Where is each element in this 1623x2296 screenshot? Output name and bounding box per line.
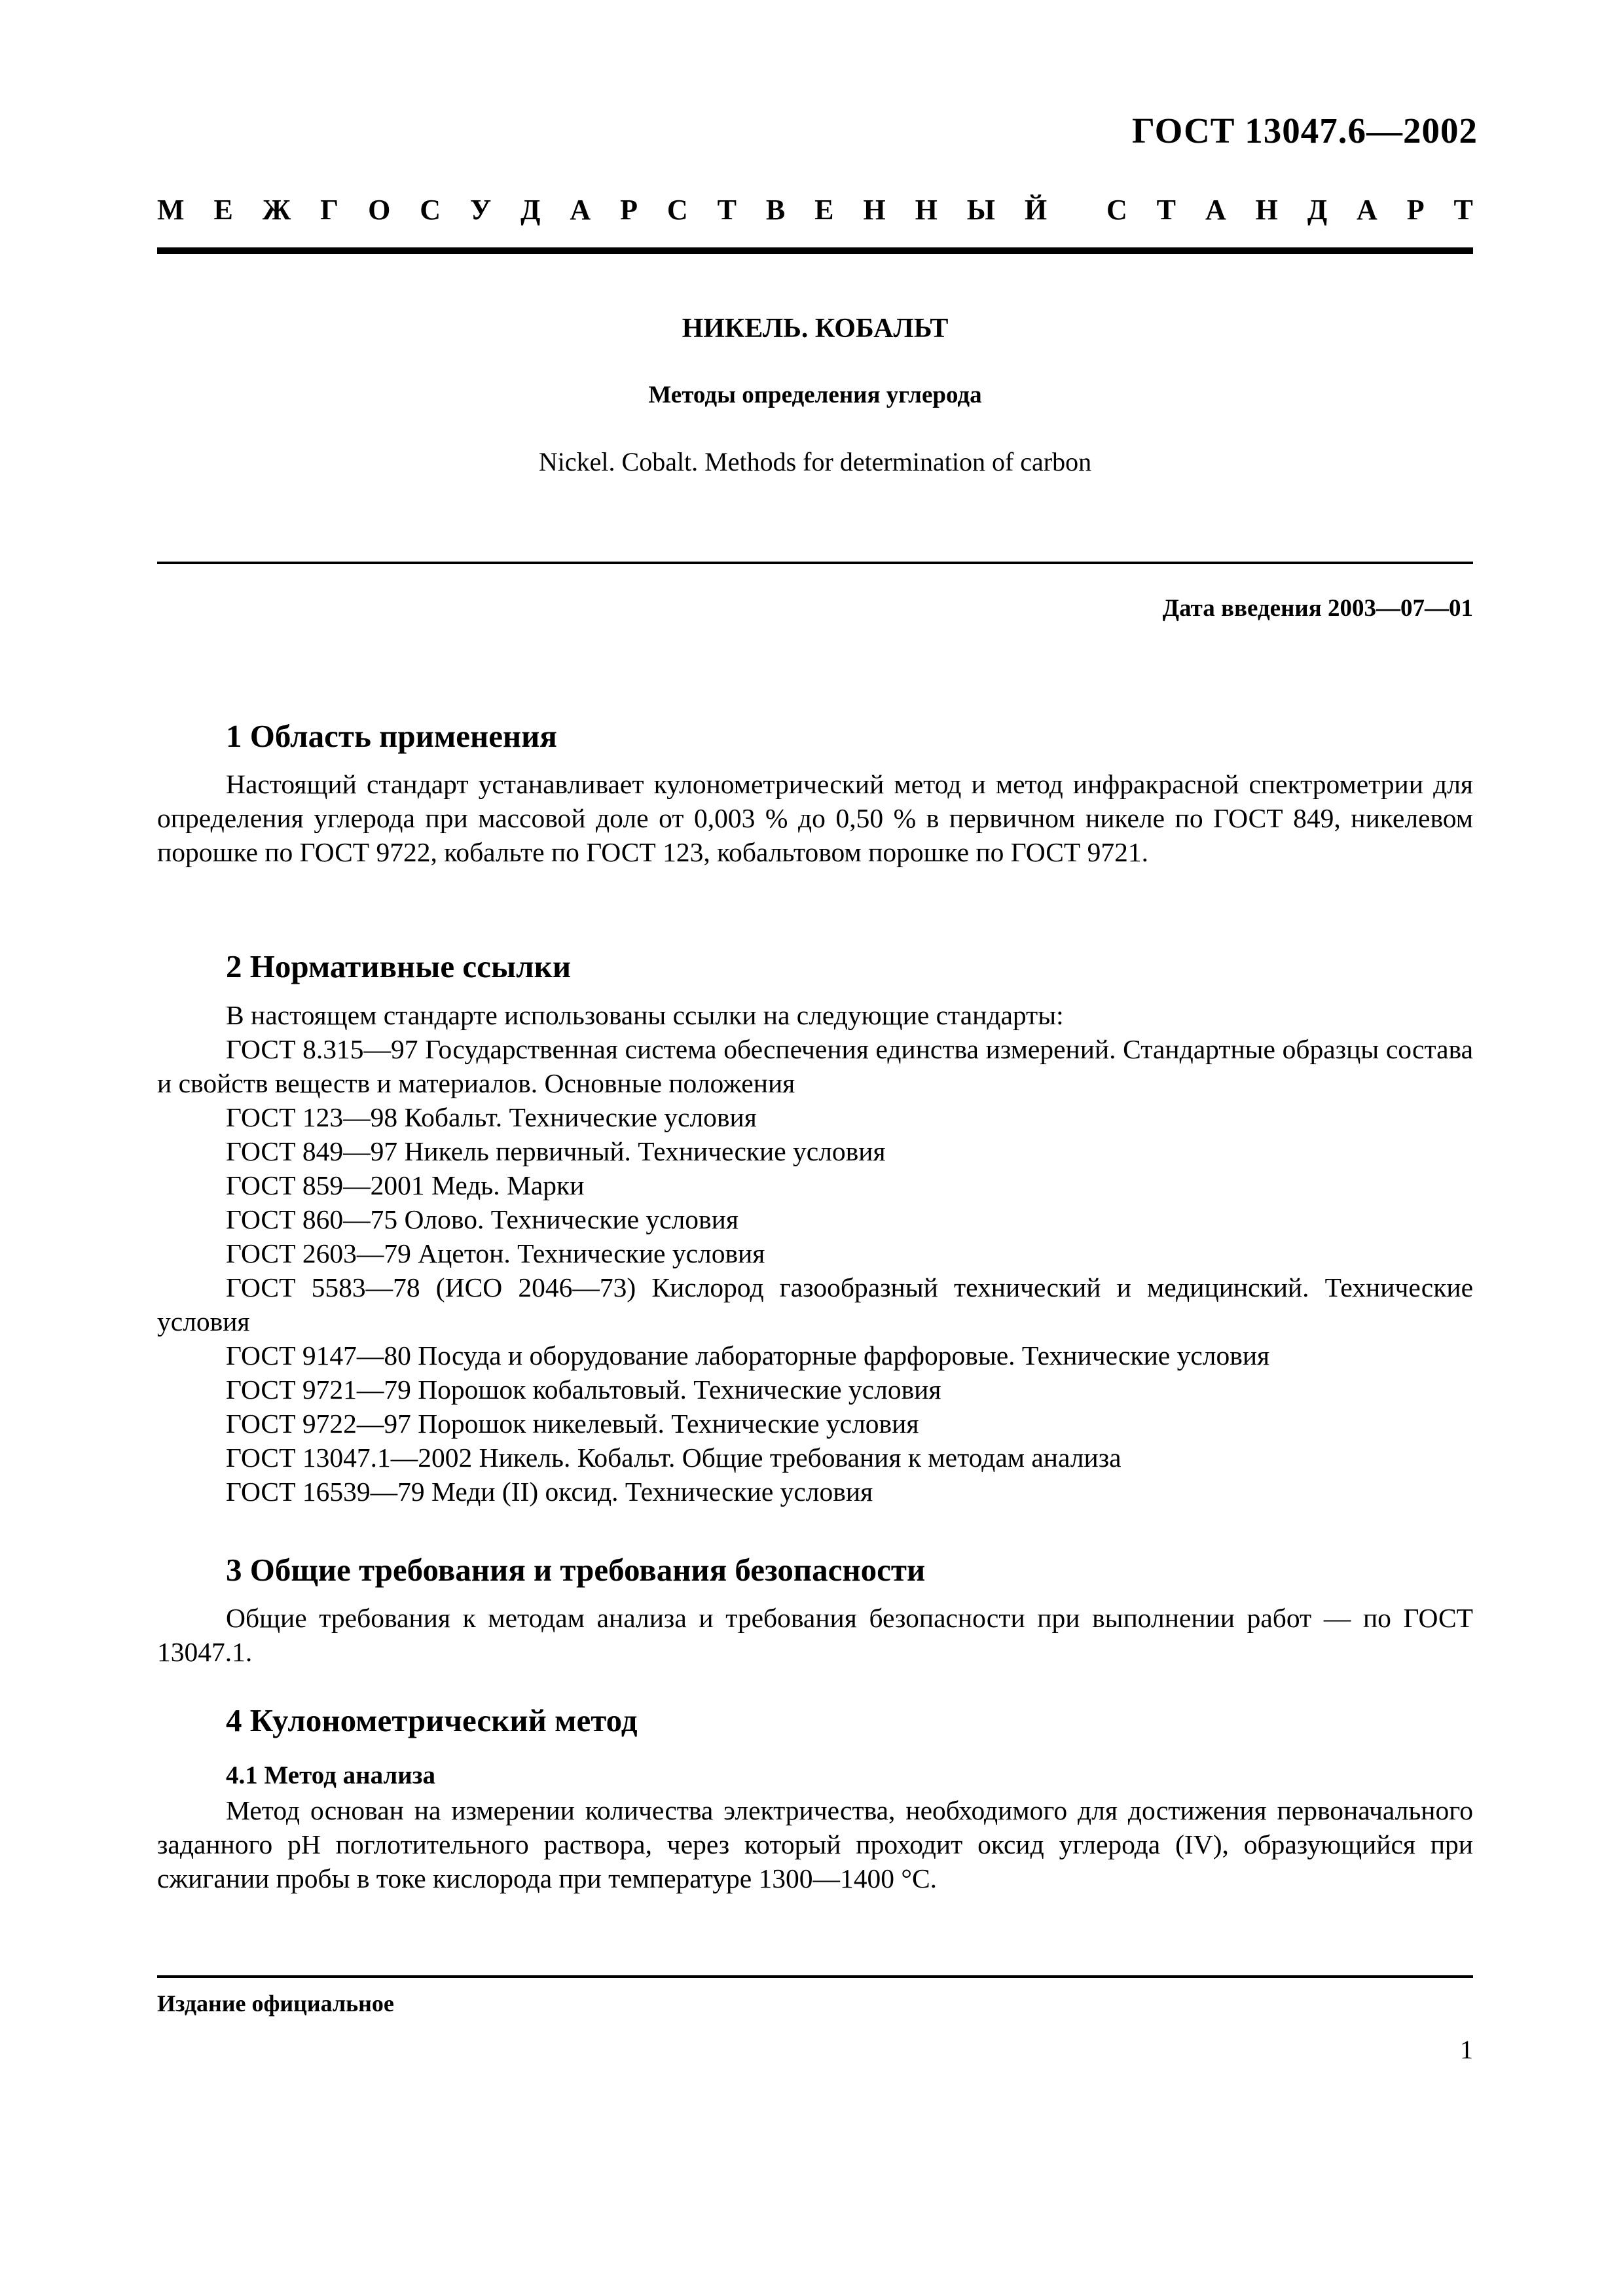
- banner-letter: С: [666, 193, 688, 226]
- banner-letter: У: [469, 193, 492, 226]
- section-1-text: Настоящий стандарт устанавливает кулонометрический метод и метод инфракрасной спектрометрии для определения углерода при массовой доле от 0,003 % до 0,50 % в первичном никеле по ГОСТ 849, никелевом порошке по ГОСТ 9722, кобальте по ГОСТ 123, кобальтовом порошке по ГОСТ 9721.: [157, 769, 1473, 867]
- banner-letter: Г: [320, 193, 339, 226]
- banner-letter: М: [157, 193, 185, 226]
- banner-letter: Т: [1453, 193, 1473, 226]
- banner-letter: Т: [717, 193, 737, 226]
- banner-letter: Й: [1024, 193, 1048, 226]
- banner-letter: Е: [213, 193, 233, 226]
- banner-letter: В: [765, 193, 786, 226]
- reference-item: ГОСТ 9147—80 Посуда и оборудование лабораторные фарфоровые. Технические условия: [226, 1340, 1270, 1371]
- banner-letter: Ж: [262, 193, 291, 226]
- banner-letter: Е: [814, 193, 834, 226]
- banner-letter: Д: [1307, 193, 1328, 226]
- section-1-heading: 1 Область применения: [226, 718, 557, 754]
- reference-item: ГОСТ 849—97 Никель первичный. Технические условия: [226, 1136, 886, 1166]
- document-subtitle: Методы определения углерода: [648, 382, 982, 408]
- banner-letter: С: [420, 193, 441, 226]
- reference-item: ГОСТ 13047.1—2002 Никель. Кобальт. Общие требования к методам анализа: [226, 1443, 1122, 1473]
- section-4-1-text: Метод основан на измерении количества электричества, необходимого для достижения первоначального заданного pH поглотительного раствора, через который проходит оксид углерода (IV), образующийся при сжигании пробы в токе кислорода при температуре 1300—1400 °C.: [157, 1795, 1473, 1893]
- reference-item: ГОСТ 860—75 Олово. Технические условия: [226, 1204, 739, 1234]
- banner-letter: Д: [520, 193, 541, 226]
- banner-letter: С: [1106, 193, 1127, 226]
- banner-letter: А: [1205, 193, 1226, 226]
- section-4-1-heading: 4.1 Метод анализа: [226, 1761, 435, 1789]
- banner-letter: О: [368, 193, 391, 226]
- banner-letter: Н: [863, 193, 886, 226]
- section-3-text: Общие требования к методам анализа и требования безопасности при выполнении работ — по ГОСТ 13047.1.: [157, 1603, 1473, 1667]
- footer-rule: [157, 1975, 1473, 1978]
- reference-item: ГОСТ 5583—78 (ИСО 2046—73) Кислород газообразный технический и медицинский. Технические условия: [157, 1272, 1473, 1336]
- reference-item: ГОСТ 8.315—97 Государственная система обеспечения единства измерений. Стандартные образцы состава и свойств веществ и материалов. Основные положения: [157, 1034, 1473, 1098]
- reference-item: ГОСТ 2603—79 Ацетон. Технические условия: [226, 1238, 765, 1268]
- banner-letter: А: [570, 193, 591, 226]
- introduction-date: Дата введения 2003—07—01: [1162, 595, 1473, 622]
- reference-item: ГОСТ 9722—97 Порошок никелевый. Технические условия: [226, 1408, 919, 1439]
- banner-letter: Н: [1255, 193, 1278, 226]
- banner-letter: Ы: [966, 193, 995, 226]
- interstate-standard-banner: [157, 190, 1473, 229]
- reference-item: ГОСТ 859—2001 Медь. Марки: [226, 1170, 585, 1200]
- header-rule: [157, 247, 1473, 254]
- banner-letter: А: [1357, 193, 1377, 226]
- reference-item: ГОСТ 9721—79 Порошок кобальтовый. Технические условия: [226, 1374, 941, 1405]
- reference-item: ГОСТ 16539—79 Меди (II) оксид. Технические условия: [226, 1477, 873, 1507]
- title-rule: [157, 562, 1473, 564]
- official-edition-label: Издание официальное: [157, 1990, 394, 2017]
- reference-item: ГОСТ 123—98 Кобальт. Технические условия: [226, 1102, 757, 1132]
- section-4-heading: 4 Кулонометрический метод: [226, 1702, 638, 1738]
- banner-letter: Н: [915, 193, 938, 226]
- banner-letter: Р: [620, 193, 638, 226]
- banner-letter: Р: [1406, 193, 1425, 226]
- section-3-heading: 3 Общие требования и требования безопасности: [226, 1552, 926, 1588]
- banner-letter: Т: [1156, 193, 1176, 226]
- references-intro: В настоящем стандарте использованы ссылки на следующие стандарты:: [226, 1000, 1064, 1030]
- document-number: ГОСТ 13047.6—2002: [1132, 111, 1478, 151]
- document-title: НИКЕЛЬ. КОБАЛЬТ: [682, 314, 949, 344]
- document-title-english: Nickel. Cobalt. Methods for determination of carbon: [538, 447, 1092, 476]
- section-2-heading: 2 Нормативные ссылки: [226, 948, 572, 984]
- page-number: 1: [1460, 2035, 1473, 2064]
